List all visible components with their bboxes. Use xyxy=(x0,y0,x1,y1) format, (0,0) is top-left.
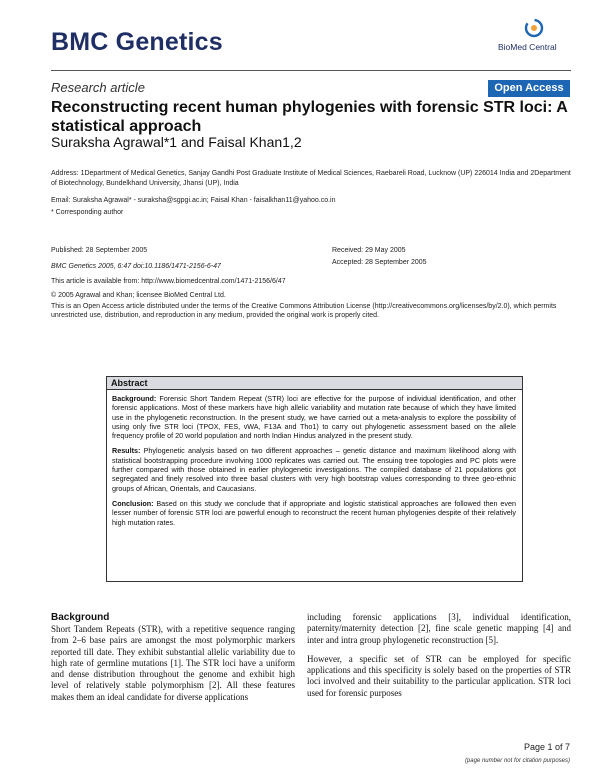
abstract-conclusion-label: Conclusion: xyxy=(112,498,154,508)
author-address: Address: 1Department of Medical Genetics, Sanjay Gandhi Post Graduate Institute of Medical Sciences, Raebareli Road, Lucknow (UP) 226014 India and 2Department of Biotechnology, Bundelkhand University, Jhansi (UP), India xyxy=(51,170,571,187)
abstract-body xyxy=(112,394,516,533)
received-accepted-info xyxy=(332,246,572,267)
abstract-results-text: Phylogenetic analysis based on two different approaches – genetic distance and maximum likelihood along with statistical bootstrapping procedure involving 1000 replicates was carried out. The ensuing tree topologies and PC plots were further compared with those obtained in earlier phylogenetic investigations. The compiled database of 21 populations got segregated and finely resolved into three basal clusters with very high bootstrap values corresponding to three geo-ethnic groups of African, Orientals, and Caucasians. xyxy=(112,446,516,493)
journal-name: BMC Genetics xyxy=(51,28,223,56)
publisher-logo xyxy=(498,18,570,58)
background-paragraph: Short Tandem Repeats (STR), with a repetitive sequence ranging from 2–6 base pairs are amongst the most polymorphic markers reported till date. They exhibit substantial allelic variability due to high rate of germline mutations [1]. The STR loci have a uniform and dense distribution throughout the genome and exhibit high level of relatively stable polymorphism [2]. All these features makes them an ideal candidate for diverse applications xyxy=(51,624,295,702)
citation: BMC Genetics 2005, 6:47 doi:10.1186/1471-2156-6-47 xyxy=(51,262,221,270)
author-email: Email: Suraksha Agrawal* - suraksha@sgpgi.ac.in; Faisal Khan - faisalkhan11@yahoo.co.in xyxy=(51,197,336,204)
abstract-heading: Abstract xyxy=(107,377,522,390)
background-heading: Background xyxy=(51,612,110,623)
copyright-block xyxy=(51,291,571,321)
article-type: Research article xyxy=(51,80,145,95)
publisher-logo-text: BioMed Central xyxy=(498,42,557,52)
publication-info xyxy=(51,246,331,271)
abstract-background-label: Background: xyxy=(112,394,157,403)
abstract-results-label: Results: xyxy=(112,446,141,456)
right-paragraph-1: including forensic applications [3], individual identification, paternity/maternity detection [2], fine scale genetic mapping [4] and inter and intra group phylogenetic reconstruction [5]. xyxy=(307,612,571,645)
abstract-conclusion-text: Based on this study we conclude that if appropriate and logistic statistical approaches are followed then even lesser number of forensic STR loci are powerful enough to reconstruct the recent human phylogenies despite of their relatively high mutation rates. xyxy=(112,498,516,527)
biomed-central-logo-icon xyxy=(524,18,544,38)
abstract-background xyxy=(112,394,516,440)
right-paragraph-2: However, a specific set of STR can be employed for specific applications and this specificity is solely based on the properties of STR loci involved and their suitability to the particular application. STR loci used for forensic purposes xyxy=(307,653,571,698)
license-text: This is an Open Access article distributed under the terms of the Creative Commons Attribution License (http://creativecommons.org/licenses/by/2.0), which permits unrestricted use, distribution, and reproduction in any medium, provided the original work is properly cited. xyxy=(51,302,557,319)
open-access-badge: Open Access xyxy=(488,80,570,97)
abstract-results xyxy=(112,446,516,492)
header-divider xyxy=(51,70,571,71)
article-authors: Suraksha Agrawal*1 and Faisal Khan1,2 xyxy=(51,134,302,150)
page-number-note: (page number not for citation purposes) xyxy=(464,758,570,764)
accepted-date: Accepted: 28 September 2005 xyxy=(332,258,427,266)
abstract-background-text: Forensic Short Tandem Repeat (STR) loci are effective for the purpose of individual identification, and other forensic applications. Most of these markers have high allelic variability and mutation rate because of which they have limited use in the phylogenetic reconstruction. In the present study, we have carried out a meta-analysis to explore the possibility of using only five STR loci (TPOX, FES, vWA, F13A and Tho1) to carry out phylogenetic assessment based on the allele frequency profile of 20 world population and north Indian Hindus analyzed in the present study. xyxy=(112,394,516,441)
received-date: Received: 29 May 2005 xyxy=(332,247,406,254)
published-date: Published: 28 September 2005 xyxy=(51,247,148,254)
page-number: Page 1 of 7 xyxy=(523,742,570,752)
body-column-right xyxy=(307,612,571,699)
abstract-conclusion xyxy=(112,499,516,527)
article-url[interactable]: This article is available from: http://www.biomedcentral.com/1471-2156/6/47 xyxy=(51,278,286,285)
abstract-box xyxy=(106,376,523,582)
corresponding-author-note: * Corresponding author xyxy=(51,209,124,216)
article-title: Reconstructing recent human phylogenies with forensic STR loci: A statistical approach xyxy=(51,99,568,135)
body-column-left xyxy=(51,612,295,703)
copyright-line: © 2005 Agrawal and Khan; licensee BioMed Central Ltd. xyxy=(51,292,226,299)
